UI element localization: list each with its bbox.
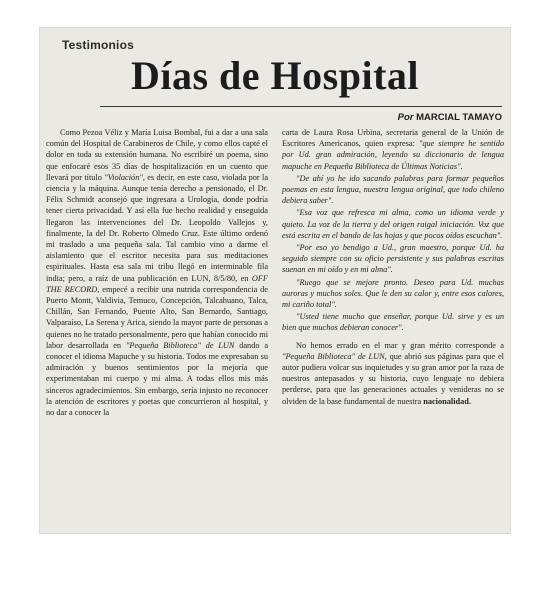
text-run: No hemos errado en el mar y gran mérito corresponde a: [296, 340, 504, 350]
byline-prefix: Por: [397, 112, 414, 123]
title-rule: [100, 106, 502, 107]
text-run: dando a conocer el idioma Mapuche y su historia. Todos me expresaban su admiración y buenos sentimientos por la mejoría que experimentaban mi cuerpo y mi alma. A todas ellos mis más sinceros agradecimientos. Sin embargo, sería injusto no reconocer la atención de escritores y poetas que concurrieron al hospital, y no dar a conocer la: [46, 340, 268, 418]
italic-run: "que siempre he sentido por Ud. gran admiración, leyendo su diccionario de lengua mapuche en Pequeña Biblioteca de Últimas Noticias".: [282, 139, 504, 171]
closing-paragraph: [282, 340, 504, 407]
byline: [398, 112, 502, 123]
text-run: , es decir, en este caso, violada por la ciencia y la máquina. Aunque tenía derecho a pensionado, el Dr. Félix Schmidt aconsejó que ingresara a Urología, donde podría tener cierta privacidad. Y así ella fue hecho realidad y enseguida llegaron las intervenciones del Dr. Leopoldo Vallejos y, finalmente, la del Dr. Roberto Olmedo Cruz. Este último ordenó mi traslado a una pequeña sala. Tal cambio vino a darme el aislamiento que el escritor necesita para sus meditaciones espirituales. Hasta esa sala mi tribu llegó en interminable fila india; pero, a raíz de una publicación en LUN, 8/5/80, en: [46, 172, 269, 283]
italic-run: "Pequeña Biblioteca" de LUN: [125, 340, 235, 350]
quote-text: "De ahí yo he ido sacando palabras para formar pequeños poemas en esta lengua, nuestra lengua original, que todo chileno debiera saber".: [282, 173, 504, 206]
left-column: [46, 127, 268, 418]
quote-paragraph: [282, 242, 504, 276]
quote-text: "Por eso yo bendigo a Ud., gran maestro, porque Ud. ha seguido siempre con su oficio persistente y sus palabras escritas suenan en mi oído y en mi alma".: [282, 243, 504, 275]
quote-paragraph: [282, 173, 504, 207]
quote-text: "Usted tiene mucho que enseñar, porque Ud. sirve y es un bien que muchos debieran conocer".: [282, 312, 504, 333]
text-run: , empecé a recibir una nutrida correspondencia de Puerto Montt, Valdivia, Temuco, Concepción, Talcahuano, Talca, Chillán, San Fernando, Puente Alto, San Bernardo, Santiago, Valparaíso, La Serena y Arica, siendo la mayor parte de personas a quienes no he tratado personalmente, pero que habían conocido mi labor desarrollada en: [46, 284, 268, 350]
byline-author: MARCIAL TAMAYO: [416, 112, 502, 123]
bold-run: nacionalidad.: [423, 396, 471, 406]
italic-run: "Violación": [104, 172, 143, 182]
quote-text: "Ruego que se mejore pronto. Deseo para Ud. muchas auroras y muchos soles. Que le den su calor y, entre esos calores, mi cariño total".: [282, 277, 504, 310]
article-title: Días de Hospital: [130, 53, 420, 98]
quote-paragraph: [282, 207, 504, 241]
italic-run: "Pequeña Biblioteca" de LUN: [282, 351, 385, 361]
text-run: , que abrió sus páginas para que el autor pudiera volcar sus inquietudes y su gran amor por la raza de nuestros antepasados y su historia, cuyo lenguaje no debiera perderse, para que las generaciones actuales y venideras no se olviden de la base fundamental de nuestra: [282, 351, 504, 406]
section-label: Testimonios: [62, 38, 134, 52]
quote-paragraph: [282, 277, 504, 311]
right-paragraph: [282, 127, 504, 172]
text-run: carta de Laura Rosa Urbina, secretaria general de la Unión de Escritores Americanos, quien expresa:: [282, 128, 504, 149]
right-column: [282, 127, 504, 407]
newspaper-clipping: [40, 28, 510, 533]
left-paragraph: [46, 127, 268, 418]
quote-text: "Esa voz que refresca mi alma, como un idioma verde y quieto. La voz de la tierra y del origen raigal iniciación. Voz que está escrita en el bando de las hojas y que pocos oídos escuchan".: [282, 208, 504, 240]
quote-paragraph: [282, 311, 504, 333]
text-run: Como Pezoa Véliz y María Luisa Bombal, fui a dar a una sala común del Hospital de Carabineros de Chile, y como ellos capté el dolor en toda su extensión humana. No escribiré un poema, sino que enfocaré esos 35 días de hospitalización en un cuento que llevará por título: [46, 128, 268, 182]
italic-run: OFF THE RECORD: [46, 273, 268, 294]
